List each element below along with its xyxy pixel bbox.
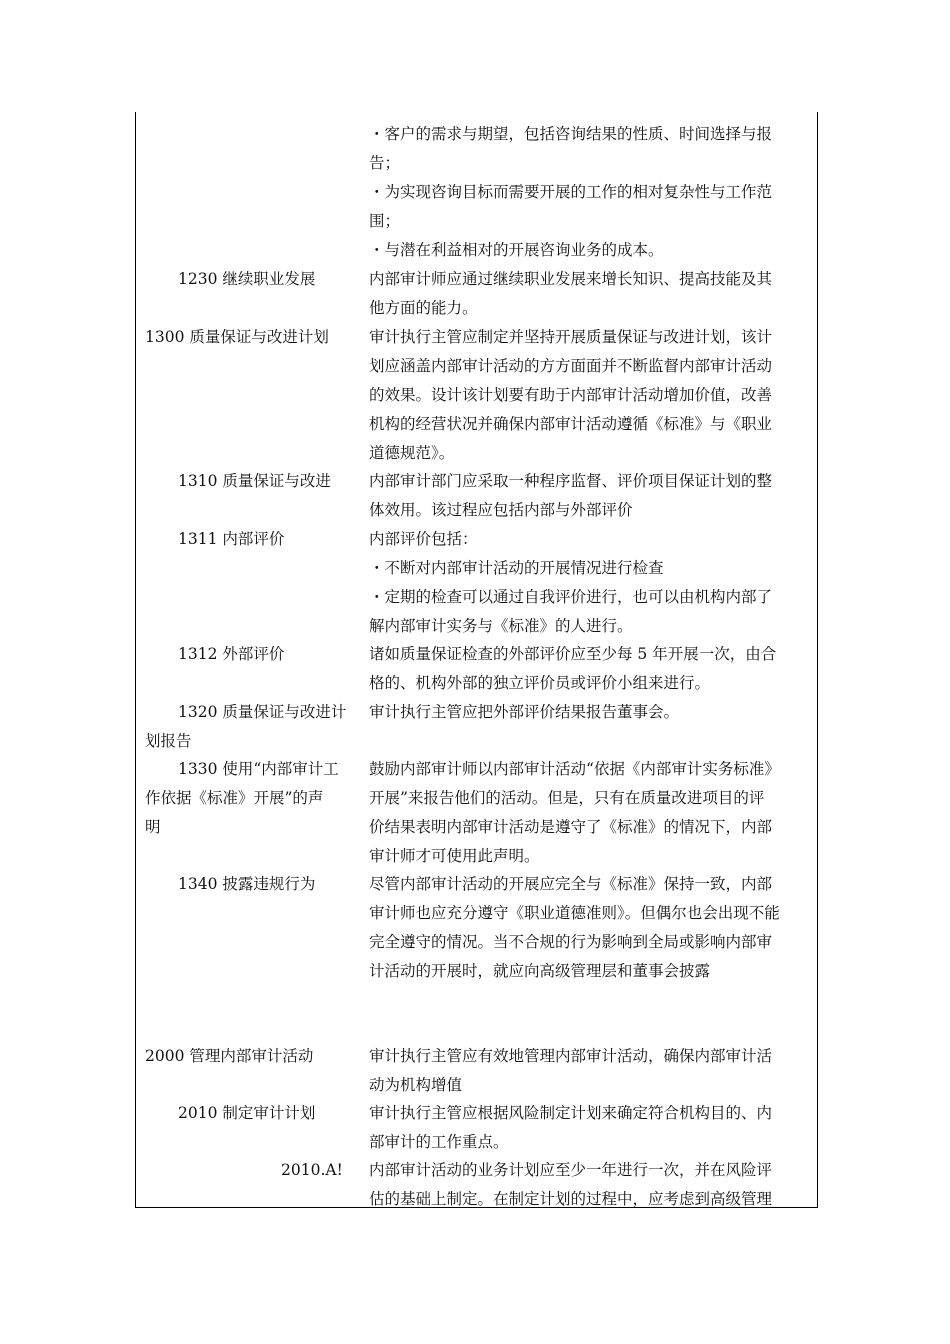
heading-line: 作依据《标准》开展”的声	[145, 789, 324, 807]
heading-line: 1340 披露违规行为	[178, 875, 316, 893]
description-line: 鼓励内部审计师以内部审计活动“依据《内部审计实务标准》	[369, 760, 780, 778]
description-line: 内部评价包括：	[369, 530, 478, 548]
description-line: 内部审计活动的业务计划应至少一年进行一次，并在风险评	[369, 1161, 773, 1179]
description-line: 内部审计师应通过继续职业发展来增长知识、提高技能及其	[369, 270, 773, 288]
row-description	[369, 1156, 809, 1214]
row-description	[369, 640, 809, 698]
description-line: 的效果。设计该计划要有助于内部审计活动增加价值，改善	[369, 386, 773, 404]
description-line: 动为机构增值	[369, 1076, 463, 1094]
standard-heading	[178, 265, 315, 294]
heading-line: 2010.A!	[281, 1161, 343, 1179]
standards-table	[135, 112, 818, 1208]
standard-heading	[178, 467, 331, 496]
description-line: 诸如质量保证检查的外部评价应至少每 5 年开展一次，由合	[369, 645, 777, 663]
row-description	[369, 870, 809, 986]
description-line: 道德规范》。	[369, 444, 455, 462]
description-line: ・不断对内部审计活动的开展情况进行检查	[369, 559, 664, 577]
heading-line: 1300 质量保证与改进计划	[145, 328, 329, 346]
heading-line: 1310 质量保证与改进	[178, 472, 331, 490]
row-description	[369, 323, 809, 468]
description-line: 审计执行主管应根据风险制定计划来确定符合机构目的、内	[369, 1104, 773, 1122]
description-line: 价结果表明内部审计活动是遵守了《标准》的情况下，内部	[369, 818, 773, 836]
row-description	[369, 698, 809, 727]
description-line: 解内部审计实务与《标准》的人进行。	[369, 617, 633, 635]
description-line: 审计师才可使用此声明。	[369, 847, 540, 865]
description-line: 机构的经营状况并确保内部审计活动遵循《标准》与《职业	[369, 415, 773, 433]
description-line: 计活动的开展时，就应向高级管理层和董事会披露	[369, 962, 711, 980]
description-line: 完全遵守的情况。当不合规的行为影响到全局或影响内部审	[369, 933, 773, 951]
description-line: 他方面的能力。	[369, 299, 478, 317]
heading-line: 2010 制定审计计划	[178, 1104, 316, 1122]
description-line: 围；	[369, 212, 401, 230]
description-line: 划应涵盖内部审计活动的方方面面并不断监督内部审计活动	[369, 357, 773, 375]
description-line: 告；	[369, 154, 401, 172]
standard-heading	[178, 640, 284, 669]
description-line: 估的基础上制定。在制定计划的过程中，应考虑到高级管理	[369, 1190, 773, 1208]
description-line: ・客户的需求与期望，包括咨询结果的性质、时间选择与报	[369, 125, 773, 143]
standard-heading	[145, 1042, 313, 1071]
standard-heading	[281, 1156, 343, 1185]
description-line: ・与潜在利益相对的开展咨询业务的成本。	[369, 241, 664, 259]
heading-line: 1311 内部评价	[178, 530, 285, 548]
heading-line: 2000 管理内部审计活动	[145, 1047, 314, 1065]
row-description	[369, 265, 809, 323]
row-description	[369, 1042, 809, 1100]
row-description	[369, 467, 809, 525]
standard-heading	[145, 755, 359, 842]
description-line: 审计师也应充分遵守《职业道德准则》。但偶尔也会出现不能	[369, 904, 780, 922]
description-line: ・为实现咨询目标而需要开展的工作的相对复杂性与工作范	[369, 183, 773, 201]
row-description	[369, 755, 809, 871]
description-line: 开展”来报告他们的活动。但是，只有在质量改进项目的评	[369, 789, 765, 807]
heading-line: 明	[145, 818, 161, 836]
description-line: 尽管内部审计活动的开展应完全与《标准》保持一致，内部	[369, 875, 773, 893]
standard-heading	[145, 698, 359, 756]
description-line: ・定期的检查可以通过自我评价进行，也可以由机构内部了	[369, 588, 773, 606]
heading-line: 1330 使用“内部审计工	[178, 760, 339, 778]
description-line: 部审计的工作重点。	[369, 1133, 509, 1151]
heading-line: 1320 质量保证与改进计	[178, 703, 347, 721]
description-line: 内部审计部门应采取一种程序监督、评价项目保证计划的整	[369, 472, 773, 490]
heading-line: 1230 继续职业发展	[178, 270, 316, 288]
description-line: 体效用。该过程应包括内部与外部评价	[369, 501, 633, 519]
standard-heading	[178, 525, 284, 554]
row-description	[369, 1099, 809, 1157]
description-line: 审计执行主管应有效地管理内部审计活动，确保内部审计活	[369, 1047, 773, 1065]
standard-heading	[178, 870, 315, 899]
heading-line: 1312 外部评价	[178, 645, 285, 663]
row-description	[369, 120, 809, 265]
row-description	[369, 525, 809, 641]
heading-line: 划报告	[145, 732, 192, 750]
description-line: 审计执行主管应把外部评价结果报告董事会。	[369, 703, 680, 721]
description-line: 格的、机构外部的独立评价员或评价小组来进行。	[369, 674, 711, 692]
description-line: 审计执行主管应制定并坚持开展质量保证与改进计划，该计	[369, 328, 773, 346]
standard-heading	[145, 323, 329, 352]
standard-heading	[178, 1099, 315, 1128]
